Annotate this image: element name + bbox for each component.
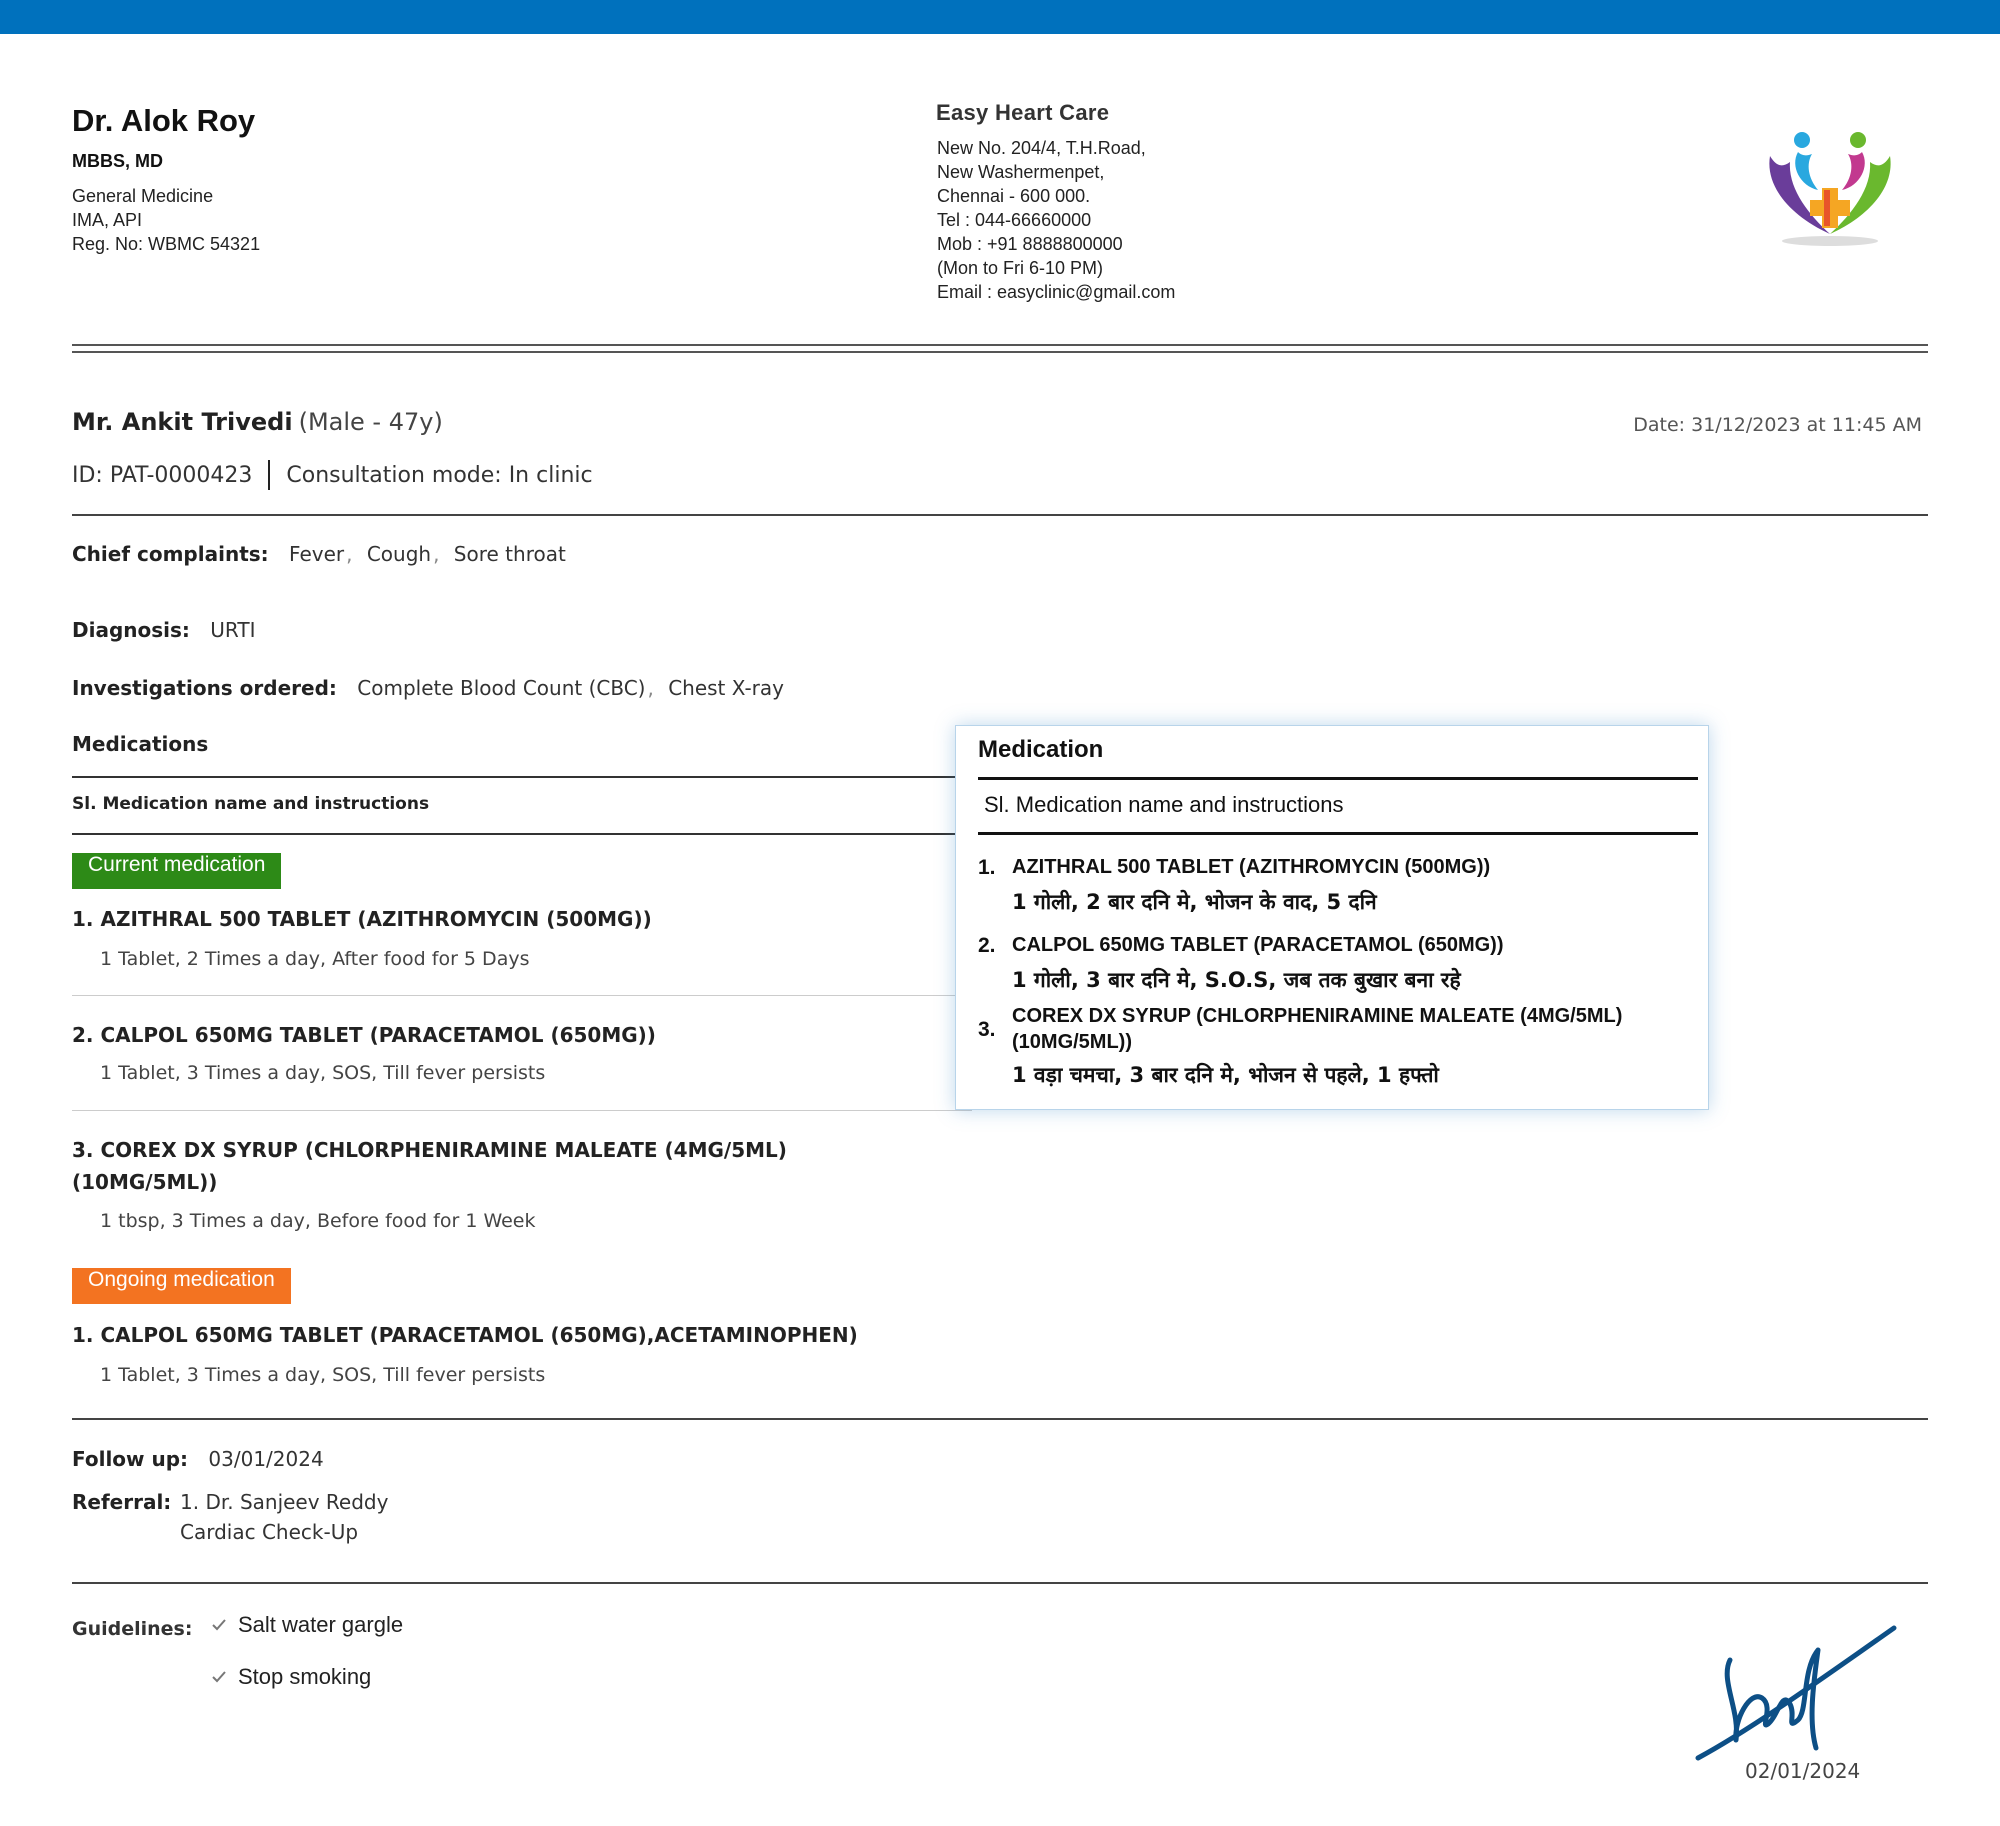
divider xyxy=(72,995,972,996)
guidelines-label: Guidelines: xyxy=(72,1618,193,1640)
signature xyxy=(1690,1620,1900,1770)
investigation-item: Chest X-ray xyxy=(668,676,784,700)
complaint-item: Sore throat xyxy=(453,542,566,566)
diagnosis-value: URTI xyxy=(210,618,256,642)
medication-name: 2. CALPOL 650MG TABLET (PARACETAMOL (650MG)) xyxy=(72,1023,656,1047)
doctor-name: Dr. Alok Roy xyxy=(72,103,256,138)
check-icon xyxy=(210,1616,228,1634)
investigations: Investigations ordered: Complete Blood Count (CBC) , Chest X-ray xyxy=(72,676,784,700)
popup-item-name: CALPOL 650MG TABLET (PARACETAMOL (650MG)) xyxy=(1012,934,1504,956)
investigations-label: Investigations ordered: xyxy=(72,676,337,700)
clinic-mob: Mob : +91 8888800000 xyxy=(937,234,1123,254)
guideline-item xyxy=(210,1612,403,1638)
popup-item-instructions: 1 वड़ा चमचा, 3 बार दनि मे, भोजन से पहले, 1 हफ्तो xyxy=(1012,1063,1439,1087)
clinic-address-line2: New Washermenpet, xyxy=(937,162,1105,182)
referral-doctor: 1. Dr. Sanjeev Reddy xyxy=(180,1490,389,1514)
medication-instructions: 1 Tablet, 3 Times a day, SOS, Till fever persists xyxy=(100,1062,546,1084)
header-bar xyxy=(0,0,2000,34)
patient-id: ID: PAT-0000423 xyxy=(72,462,253,488)
patient-name-line xyxy=(72,408,443,436)
chief-complaints-label: Chief complaints: xyxy=(72,542,269,566)
patient-id-row xyxy=(72,460,593,490)
popup-item-name: COREX DX SYRUP (CHLORPHENIRAMINE MALEATE (4MG/5ML) xyxy=(1012,1005,1623,1027)
popup-item-number: 3. xyxy=(978,1018,996,1041)
divider xyxy=(72,1110,972,1111)
follow-up xyxy=(72,1447,324,1471)
popup-item-name: AZITHRAL 500 TABLET (AZITHROMYCIN (500MG)) xyxy=(1012,856,1491,878)
medication-name: 3. COREX DX SYRUP (CHLORPHENIRAMINE MALEATE (4MG/5ML) xyxy=(72,1138,787,1162)
popup-item-instructions: 1 गोली, 2 बार दनि मे, भोजन के वाद, 5 दनि xyxy=(1012,890,1377,914)
popup-item-number: 2. xyxy=(978,934,996,957)
header-divider-top xyxy=(72,344,1928,346)
medication-name: 1. CALPOL 650MG TABLET (PARACETAMOL (650MG),ACETAMINOPHEN) xyxy=(72,1323,858,1347)
divider xyxy=(978,777,1698,780)
divider xyxy=(72,1582,1928,1584)
doctor-registration: Reg. No: WBMC 54321 xyxy=(72,234,261,254)
popup-column-header: Sl. Medication name and instructions xyxy=(984,792,1344,817)
medication-name-continued: (10MG/5ML)) xyxy=(72,1170,218,1194)
clinic-tel: Tel : 044-66660000 xyxy=(937,210,1092,230)
doctor-degrees: MBBS, MD xyxy=(72,151,163,171)
consultation-date: Date: 31/12/2023 at 11:45 AM xyxy=(1633,414,1922,436)
patient-meta: (Male - 47y) xyxy=(298,408,443,436)
clinic-address-line1: New No. 204/4, T.H.Road, xyxy=(937,138,1146,158)
diagnosis-label: Diagnosis: xyxy=(72,618,190,642)
divider xyxy=(72,1418,1928,1420)
medication-instructions: 1 Tablet, 3 Times a day, SOS, Till fever persists xyxy=(100,1364,546,1386)
clinic-hours: (Mon to Fri 6-10 PM) xyxy=(937,258,1104,278)
consultation-mode: Consultation mode: In clinic xyxy=(286,462,593,488)
referral-purpose: Cardiac Check-Up xyxy=(180,1520,359,1544)
medication-name: 1. AZITHRAL 500 TABLET (AZITHROMYCIN (500MG)) xyxy=(72,907,652,931)
popup-title: Medication xyxy=(978,736,1104,763)
separator xyxy=(268,460,270,490)
guideline-item xyxy=(210,1664,371,1690)
popup-item-number: 1. xyxy=(978,856,996,879)
heart-hands-logo xyxy=(1760,126,1900,250)
doctor-associations: IMA, API xyxy=(72,210,143,230)
header-divider-bottom xyxy=(72,351,1928,353)
clinic-address-line3: Chennai - 600 000. xyxy=(937,186,1091,206)
divider xyxy=(72,833,972,835)
patient-name: Mr. Ankit Trivedi xyxy=(72,408,293,436)
follow-up-date: 03/01/2024 xyxy=(208,1447,324,1471)
follow-up-label: Follow up: xyxy=(72,1447,189,1471)
current-medication-badge: Current medication xyxy=(72,853,281,889)
medication-popup xyxy=(955,725,1709,1110)
clinic-name: Easy Heart Care xyxy=(936,100,1110,125)
guideline-text: Stop smoking xyxy=(238,1664,372,1689)
divider xyxy=(72,514,1928,516)
chief-complaints: Chief complaints: Fever , Cough , Sore throat xyxy=(72,542,566,566)
investigation-item: Complete Blood Count (CBC) xyxy=(357,676,646,700)
complaint-item: Fever xyxy=(289,542,345,566)
doctor-specialty: General Medicine xyxy=(72,186,214,206)
medication-instructions: 1 tbsp, 3 Times a day, Before food for 1 Week xyxy=(100,1210,536,1232)
referral-label: Referral: xyxy=(72,1490,172,1514)
check-icon xyxy=(210,1668,228,1686)
medications-column-header: Sl. Medication name and instructions xyxy=(72,794,430,814)
ongoing-medication-badge: Ongoing medication xyxy=(72,1268,291,1304)
complaint-item: Cough xyxy=(366,542,432,566)
divider xyxy=(72,776,972,778)
guideline-text: Salt water gargle xyxy=(238,1612,404,1637)
signature-date: 02/01/2024 xyxy=(1745,1759,1861,1783)
medications-heading: Medications xyxy=(72,732,209,756)
clinic-email: Email : easyclinic@gmail.com xyxy=(937,282,1176,302)
medication-instructions: 1 Tablet, 2 Times a day, After food for 5 Days xyxy=(100,948,530,970)
divider xyxy=(978,832,1698,835)
diagnosis xyxy=(72,618,255,642)
popup-item-name-continued: (10MG/5ML)) xyxy=(1012,1031,1132,1053)
popup-item-instructions: 1 गोली, 3 बार दनि मे, S.O.S, जब तक बुखार बना रहे xyxy=(1012,968,1461,992)
